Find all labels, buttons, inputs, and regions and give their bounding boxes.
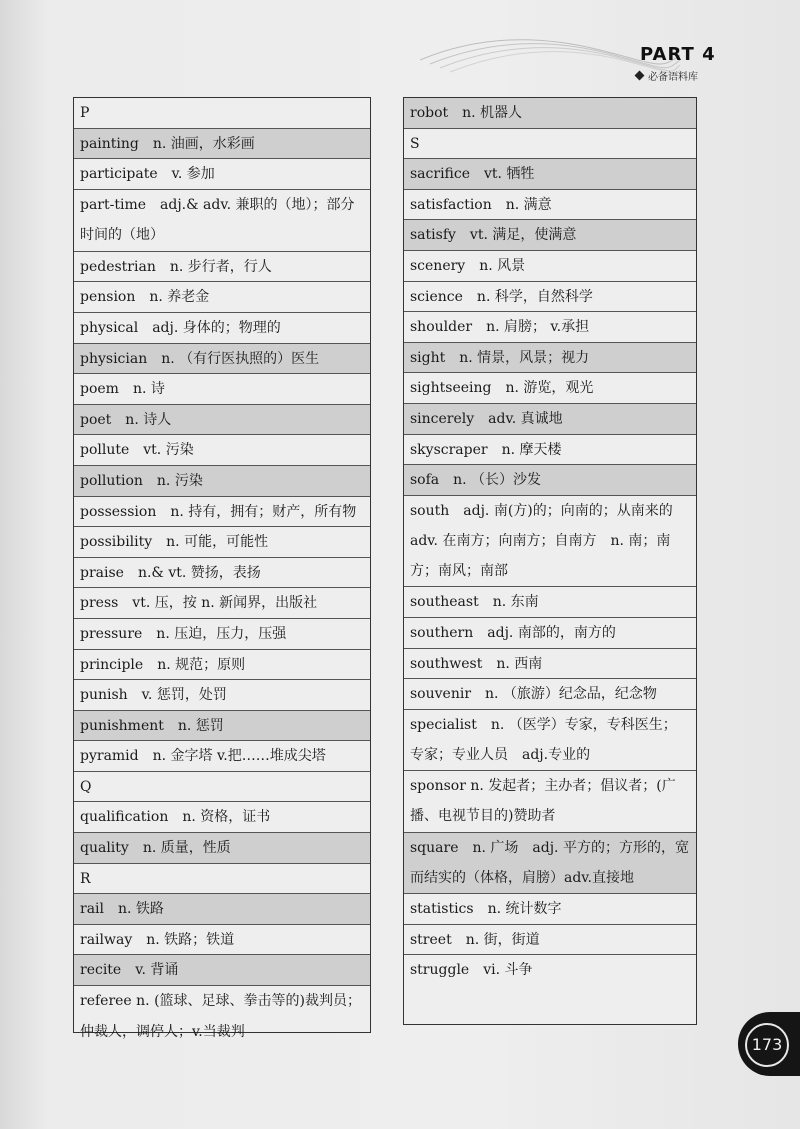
vocabulary-entry: participate v. 参加 (74, 159, 370, 190)
vocabulary-entry: part-time adj.& adv. 兼职的（地）；部分时间的（地） (74, 190, 370, 252)
part-subtitle (636, 68, 698, 83)
vocabulary-entry: square n. 广场 adj. 平方的；方形的，宽而结实的（体格，肩膀）adv.直接地 (404, 833, 696, 894)
vocabulary-entry: referee n. (篮球、足球、拳击等的)裁判员；仲裁人，调停人；v.当裁判 (80, 993, 361, 1040)
vocabulary-entry: physician n. （有行医执照的）医生 (74, 344, 370, 375)
vocabulary-entry: shoulder n. 肩膀； v.承担 (404, 312, 696, 343)
vocabulary-entry: pedestrian n. 步行者，行人 (74, 252, 370, 283)
vocabulary-entry: scenery n. 风景 (404, 251, 696, 282)
vocabulary-entry: southern adj. 南部的，南方的 (404, 618, 696, 649)
page-number: 173 (745, 1023, 789, 1067)
vocabulary-entry: southwest n. 西南 (404, 649, 696, 680)
part-title: PART 4 (640, 44, 716, 65)
vocabulary-entry: sight n. 情景，风景；视力 (404, 343, 696, 374)
vocabulary-entry: Q (74, 772, 370, 803)
vocabulary-entry: P (74, 98, 370, 129)
vocabulary-column-left (73, 97, 371, 1040)
vocabulary-entry: punishment n. 惩罚 (74, 711, 370, 742)
vocabulary-entry: poem n. 诗 (74, 374, 370, 405)
vocabulary-entry: southeast n. 东南 (404, 587, 696, 618)
vocabulary-entry: sofa n. （长）沙发 (404, 465, 696, 496)
diamond-icon (635, 71, 645, 81)
vocabulary-entry: pyramid n. 金字塔 v.把……堆成尖塔 (74, 741, 370, 772)
vocabulary-entry: S (404, 129, 696, 160)
part-subtitle-text: 必备语料库 (648, 72, 698, 83)
vocabulary-entry: possession n. 持有，拥有；财产，所有物 (74, 497, 370, 528)
vocabulary-entry: press vt. 压，按 n. 新闻界，出版社 (74, 588, 370, 619)
vocabulary-entry: statistics n. 统计数字 (404, 894, 696, 925)
vocabulary-entry: satisfy vt. 满足，使满意 (404, 220, 696, 251)
vocabulary-entry: souvenir n. （旅游）纪念品，纪念物 (404, 679, 696, 710)
vocabulary-entry: poet n. 诗人 (74, 405, 370, 436)
vocabulary-entry: painting n. 油画，水彩画 (74, 129, 370, 160)
vocabulary-entry: quality n. 质量，性质 (74, 833, 370, 864)
vocabulary-entry: sponsor n. 发起者；主办者；倡议者；(广播、电视节目的)赞助者 (404, 771, 696, 832)
vocabulary-entry: struggle vi. 斗争 (410, 962, 533, 979)
vocabulary-entry: sightseeing n. 游览，观光 (404, 373, 696, 404)
vocabulary-column-right (403, 97, 697, 1025)
vocabulary-entry: R (74, 864, 370, 895)
vocabulary-entry: rail n. 铁路 (74, 894, 370, 925)
vocabulary-entry: pollution n. 污染 (74, 466, 370, 497)
vocabulary-entry: south adj. 南(方)的；向南的；从南来的 adv. 在南方；向南方；自南方 n. 南；南方；南风；南部 (404, 496, 696, 588)
vocabulary-entry: sincerely adv. 真诚地 (404, 404, 696, 435)
vocabulary-entry: robot n. 机器人 (404, 98, 696, 129)
vocabulary-entry: principle n. 规范；原则 (74, 650, 370, 681)
vocabulary-entry: street n. 街，街道 (404, 925, 696, 956)
vocabulary-entry: recite v. 背诵 (74, 955, 370, 986)
vocabulary-entry: physical adj. 身体的；物理的 (74, 313, 370, 344)
vocabulary-entry: punish v. 惩罚，处罚 (74, 680, 370, 711)
vocabulary-entry: pollute vt. 污染 (74, 435, 370, 466)
vocabulary-entry: railway n. 铁路；铁道 (74, 925, 370, 956)
vocabulary-entry: pension n. 养老金 (74, 282, 370, 313)
vocabulary-entry: satisfaction n. 满意 (404, 190, 696, 221)
vocabulary-entry: praise n.& vt. 赞扬，表扬 (74, 558, 370, 589)
vocabulary-entry: skyscraper n. 摩天楼 (404, 435, 696, 466)
vocabulary-entry: possibility n. 可能，可能性 (74, 527, 370, 558)
vocabulary-entry: science n. 科学，自然科学 (404, 282, 696, 313)
vocabulary-entry: specialist n. （医学）专家，专科医生；专家；专业人员 adj.专业的 (404, 710, 696, 771)
vocabulary-entry: pressure n. 压迫，压力，压强 (74, 619, 370, 650)
vocabulary-entry: qualification n. 资格，证书 (74, 802, 370, 833)
vocabulary-entry: sacrifice vt. 牺牲 (404, 159, 696, 190)
